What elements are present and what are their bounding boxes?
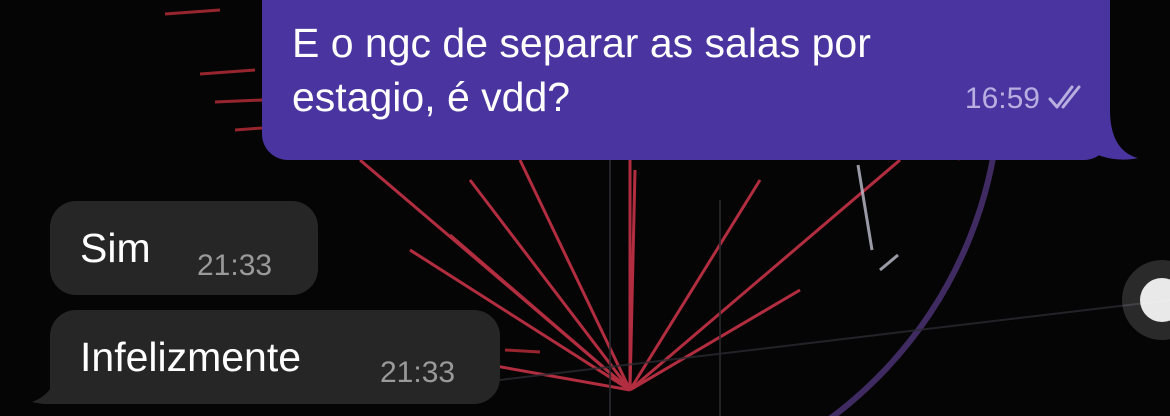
outgoing-bubble-tail — [1096, 110, 1140, 160]
incoming-message-bubble[interactable] — [50, 310, 500, 404]
outgoing-message-bubble[interactable] — [262, 0, 1110, 160]
incoming-message-bubble[interactable] — [50, 201, 318, 295]
message-text: Infelizmente — [80, 334, 302, 380]
message-time: 21:33 — [197, 249, 273, 282]
message-time: 16:59 — [964, 82, 1040, 115]
incoming-bubble-tail — [32, 360, 72, 404]
message-text: E o ngc de separar as salas por estagio, é vdd? — [292, 20, 871, 120]
message-text: Sim — [80, 225, 151, 271]
double-check-icon — [1048, 82, 1090, 112]
message-time: 21:33 — [380, 356, 456, 389]
